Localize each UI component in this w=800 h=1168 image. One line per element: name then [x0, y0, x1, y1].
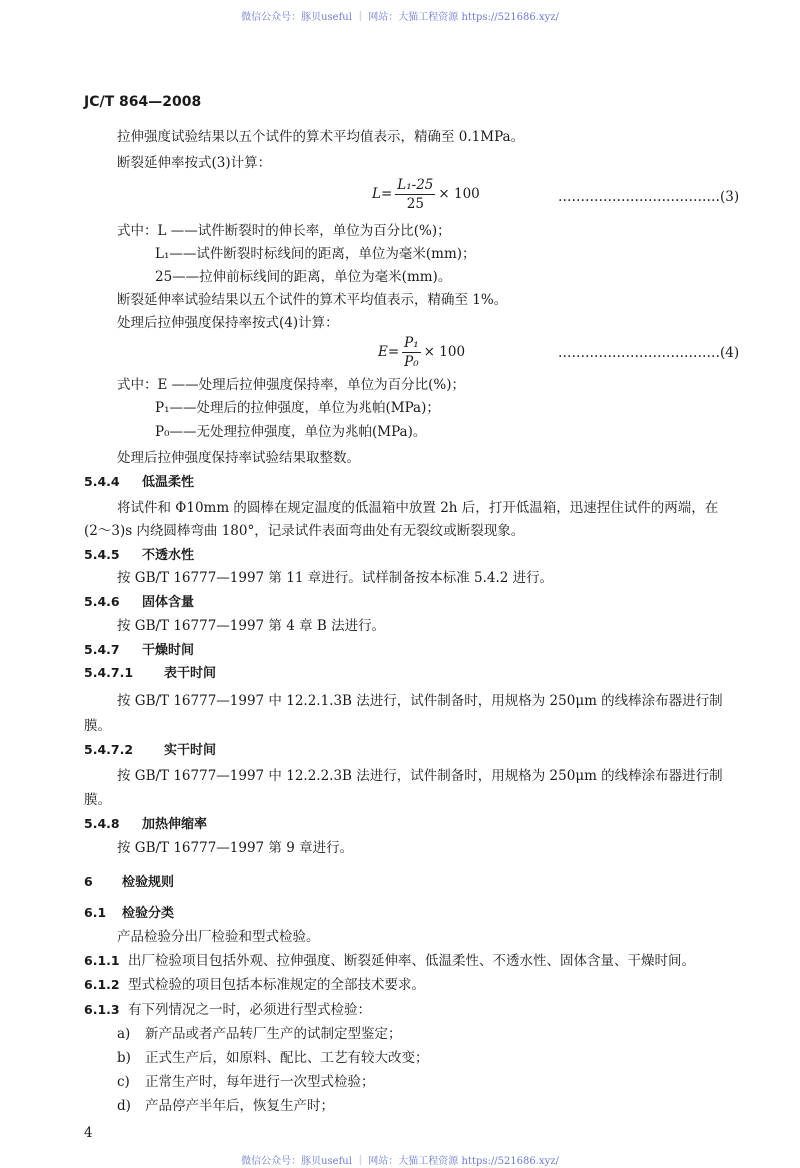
- formula-lhs: L=: [372, 186, 393, 202]
- section-number: 5.4.7.1: [84, 665, 134, 680]
- paragraph: 按 GB/T 16777—1997 第 9 章进行。: [117, 840, 354, 856]
- formula-4: [378, 334, 465, 371]
- page-number: 4: [84, 1125, 93, 1141]
- clause-text: 有下列情况之一时，必须进行型式检验：: [128, 1002, 371, 1018]
- section-title: 不透水性: [142, 548, 195, 563]
- section-title: 低温柔性: [142, 475, 195, 490]
- watermark-bottom: 微信公众号：豚贝useful ｜ 网站：大猫工程资源 https://521686.xyz/: [241, 1156, 559, 1167]
- section-title: 固体含量: [142, 595, 195, 610]
- where-line: L₁——试件断裂时标线间的距离，单位为毫米(mm)；: [155, 246, 476, 262]
- where-line: 式中：L ——试件断裂时的伸长率，单位为百分比(%)；: [117, 223, 451, 239]
- formula-rhs: × 100: [423, 344, 466, 360]
- chapter-heading: [84, 873, 174, 892]
- paragraph: 将试件和 Φ10mm 的圆棒在规定温度的低温箱中放置 2h 后，打开低温箱，迅速捏住试件的两端，在: [117, 500, 719, 516]
- section-number: 5.4.7: [84, 642, 120, 657]
- clause-text: 型式检验的项目包括本标准规定的全部技术要求。: [128, 977, 425, 993]
- numerator: P₁: [404, 335, 419, 351]
- paragraph: 拉伸强度试验结果以五个试件的算术平均值表示，精确至 0.1MPa。: [117, 129, 525, 145]
- list-marker: c): [117, 1074, 130, 1090]
- formula-3: [372, 176, 480, 213]
- section-number: 5.4.6: [84, 594, 120, 609]
- list-text: 正式生产后，如原料、配比、工艺有较大改变；: [145, 1050, 429, 1066]
- section-heading: [84, 641, 194, 660]
- section-title: 表干时间: [164, 666, 217, 681]
- clause: [84, 952, 695, 970]
- clause-text: 出厂检验项目包括外观、拉伸强度、断裂延伸率、低温柔性、不透水性、固体含量、干燥时间。: [128, 953, 695, 969]
- section-title: 检验分类: [122, 906, 175, 921]
- standard-code: JC/T 864—2008: [84, 94, 202, 110]
- section-heading: [84, 815, 207, 834]
- section-heading: [84, 904, 174, 923]
- list-text: 产品停产半年后，恢复生产时；: [145, 1098, 334, 1114]
- equation-number-3: ………………………………(3): [558, 189, 740, 205]
- clause: [84, 1001, 371, 1019]
- section-title: 干燥时间: [142, 643, 195, 658]
- section-heading: [84, 473, 194, 492]
- section-number: 5.4.7.2: [84, 742, 134, 757]
- chapter-number: 6: [84, 874, 93, 889]
- section-heading: [84, 741, 216, 760]
- clause-number: 6.1.3: [84, 1002, 120, 1017]
- section-heading: [84, 664, 216, 683]
- list-marker: a): [117, 1026, 131, 1042]
- paragraph: 断裂延伸率试验结果以五个试件的算术平均值表示，精确至 1%。: [117, 292, 508, 308]
- chapter-title: 检验规则: [122, 875, 175, 890]
- list-text: 新产品或者产品转厂生产的试制定型鉴定；: [145, 1026, 402, 1042]
- section-number: 5.4.8: [84, 816, 120, 831]
- where-line: 式中：E ——处理后拉伸强度保持率，单位为百分比(%)；: [117, 377, 466, 393]
- list-item: [117, 1073, 375, 1091]
- clause: [84, 976, 425, 994]
- paragraph: 按 GB/T 16777—1997 中 12.2.1.3B 法进行，试件制备时，用规格为 250μm 的线棒涂布器进行制: [117, 693, 723, 709]
- paragraph: 断裂延伸率按式(3)计算：: [117, 155, 272, 171]
- list-marker: d): [117, 1098, 131, 1114]
- list-item: [117, 1025, 402, 1043]
- where-line: P₀——无处理拉伸强度，单位为兆帕(MPa)。: [155, 424, 427, 440]
- where-line: P₁——处理后的拉伸强度，单位为兆帕(MPa)；: [155, 400, 440, 416]
- paragraph: 膜。: [84, 792, 111, 808]
- paragraph: 按 GB/T 16777—1997 中 12.2.2.3B 法进行，试件制备时，用规格为 250μm 的线棒涂布器进行制: [117, 768, 723, 784]
- list-item: [117, 1097, 334, 1115]
- clause-number: 6.1.2: [84, 977, 120, 992]
- paragraph: 膜。: [84, 718, 111, 734]
- where-line: 25——拉伸前标线间的距离，单位为毫米(mm)。: [155, 269, 452, 285]
- paragraph: 产品检验分出厂检验和型式检验。: [117, 929, 320, 945]
- section-number: 5.4.5: [84, 547, 120, 562]
- list-text: 正常生产时，每年进行一次型式检验；: [145, 1074, 375, 1090]
- paragraph: 处理后拉伸强度保持率试验结果取整数。: [117, 450, 360, 466]
- paragraph: 按 GB/T 16777—1997 第 4 章 B 法进行。: [117, 618, 386, 634]
- section-number: 5.4.4: [84, 474, 120, 489]
- numerator: L₁-25: [397, 177, 434, 193]
- paragraph: 处理后拉伸强度保持率按式(4)计算：: [117, 315, 339, 331]
- denominator: 25: [406, 196, 424, 212]
- list-item: [117, 1049, 429, 1067]
- section-number: 6.1: [84, 905, 107, 920]
- clause-number: 6.1.1: [84, 953, 120, 968]
- formula-lhs: E=: [378, 344, 400, 360]
- fraction: [395, 176, 435, 213]
- watermark-top: 微信公众号：豚贝useful ｜ 网站：大猫工程资源 https://521686.xyz/: [241, 12, 559, 23]
- paragraph: 按 GB/T 16777—1997 第 11 章进行。试样制备按本标准 5.4.2 进行。: [117, 570, 554, 586]
- section-title: 实干时间: [164, 743, 217, 758]
- equation-number-4: ………………………………(4): [558, 345, 740, 361]
- section-heading: [84, 546, 194, 565]
- section-heading: [84, 593, 194, 612]
- fraction: [402, 334, 421, 371]
- formula-rhs: × 100: [438, 186, 480, 202]
- section-title: 加热伸缩率: [142, 817, 208, 832]
- denominator: P₀: [404, 354, 419, 370]
- paragraph: (2～3)s 内绕圆棒弯曲 180°，记录试件表面弯曲处有无裂纹或断裂现象。: [84, 523, 525, 539]
- list-marker: b): [117, 1050, 131, 1066]
